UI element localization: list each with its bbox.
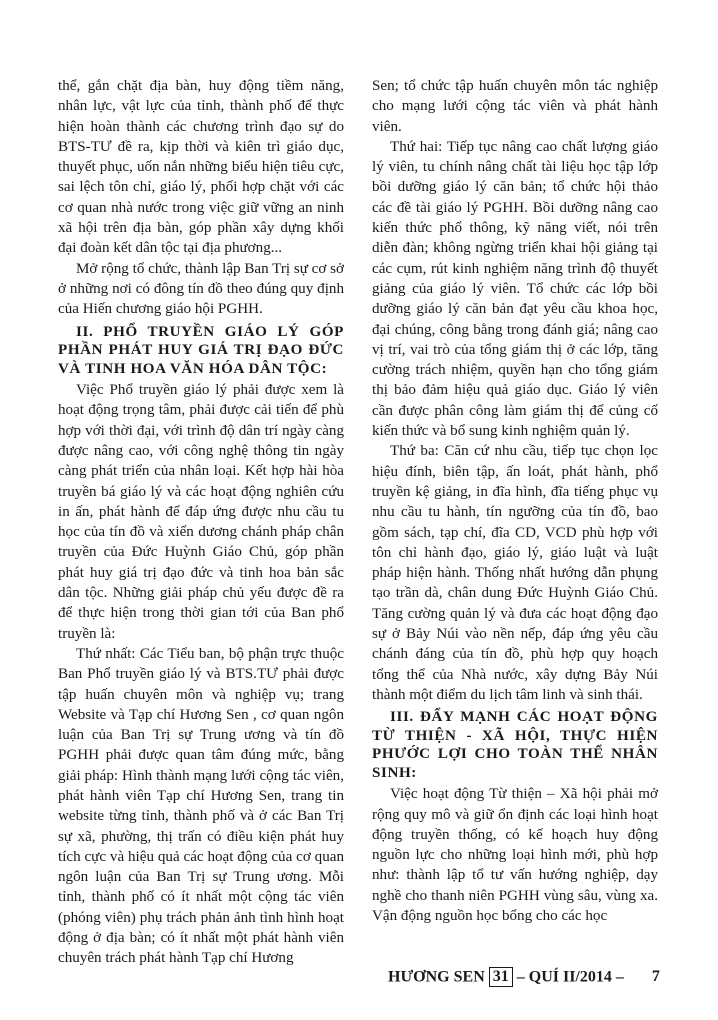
paragraph: Thứ ba: Căn cứ nhu cầu, tiếp tục chọn lọc hiệu đính, biên tập, ấn loát, phát hành, phổ truyền kệ giảng, in đĩa hình, đĩa tiếng phục vụ nhu cầu tu hành, tín ngưỡng của tín đồ, bao gồm sách, tạp chí, đĩa CD, VCD phù hợp với tôn chỉ hành đạo, giáo lý, giáo luật và luật pháp hiện hành. Thống nhất hướng dẫn phụng tạo trần dà, chân dung Đức Huỳnh Giáo Chủ. Tăng cường quản lý và đưa các hoạt động đạo sự ở Bảy Núi vào nền nếp, đáp ứng yêu cầu chánh đáng của tín đồ, phù hợp quy hoạch tổng thể của Nhà nước, xây dựng Bảy Núi thành một điểm du lịch tâm linh và sinh thái. (372, 443, 658, 703)
paragraph: Sen; tổ chức tập huấn chuyên môn tác nghiệp cho mạng lưới cộng tác viên và phát hành viên. (372, 78, 658, 135)
paragraph: Thứ nhất: Các Tiểu ban, bộ phận trực thuộc Ban Phổ truyền giáo lý và BTS.TƯ phải được tập huấn chuyên môn và nghiệp vụ; trang Website và Tạp chí Hương Sen , cơ quan ngôn luận của Ban Trị sự Trung ương và tín đồ PGHH phải được quan tâm đúng mức, bằng giải pháp: Hình thành mạng lưới cộng tác viên, phát hành viên Tạp chí Hương Sen, trang tin website từng tỉnh, thành phố và ở các Ban Trị sự xã, phường, thị trấn có điều kiện phát huy tích cực và hiệu quả các hoạt động của cơ quan ngôn luận của Ban Trị sự Trung ương. Mỗi tỉnh, thành phố có ít nhất một cộng tác viên (phóng viên) phụ trách phản ảnh tình hình hoạt động ở địa bàn; có ít nhất một phát hành viên chuyên trách phát hành Tạp chí Hương (58, 645, 344, 967)
paragraph: Việc Phổ truyền giáo lý phải được xem là hoạt động trọng tâm, phải được cải tiến để phù hợp với thời đại, với trình độ dân trí ngày càng được nâng cao, với công nghệ thông tin ngày càng phát triển của nhân loại. Kết hợp hài hòa truyền bá giáo lý và các hoạt động nghiên cứu in ấn, phát hành để đáp ứng được nhu cầu tu học của tín đồ và xiển dương chánh pháp chân truyền của Đức Huỳnh Giáo Chủ, góp phần phát huy giá trị đạo đức và tinh hoa bản sắc dân tộc. Những giải pháp chủ yếu được đề ra để thực hiện trong thời gian tới của Ban phổ truyền là: (58, 382, 344, 642)
right-column (372, 76, 658, 926)
page-number: 7 (651, 968, 660, 986)
section-heading-ii: II. PHỔ TRUYỀN GIÁO LÝ GÓP PHẦN PHÁT HUY GIÁ TRỊ ĐẠO ĐỨC VÀ TINH HOA VĂN HÓA DÂN TỘC: (58, 323, 344, 377)
magazine-name: HƯƠNG SEN (388, 968, 485, 986)
paragraph: Việc hoạt động Từ thiện – Xã hội phải mở rộng quy mô và giữ ổn định các loại hình hoạt động truyền thống, có kế hoạch huy động nguồn lực cho những loại hình mới, phù hợp như: thành lập tổ tư vấn hướng nghiệp, dạy nghề cho thanh niên PGHH vùng sâu, vùng xa. Vận động nguồn học bổng cho các học (372, 786, 658, 924)
section-heading-iii: III. ĐẨY MẠNH CÁC HOẠT ĐỘNG TỪ THIỆN - XÃ HỘI, THỰC HIỆN PHƯỚC LỢI CHO TOÀN THỂ NHÂN SINH: (372, 709, 658, 781)
left-column (58, 76, 344, 969)
paragraph: thể, gắn chặt địa bàn, huy động tiềm năng, nhân lực, vật lực của tỉnh, thành phố để thực hiện hoàn thành các chương trình đạo sự do BTS-TƯ đề ra, kịp thời và kiên trì giáo dục, thuyết phục, uốn nắn những biểu hiện tiêu cực, sai lệch tôn chỉ, giáo lý, phối hợp chặt với các cơ quan nhà nước trong việc giữ vững an ninh xã hội trên địa bàn, góp phần xây dựng khối đại đoàn kết dân tộc tại địa phương... (58, 78, 344, 257)
paragraph: Mở rộng tổ chức, thành lập Ban Trị sự cơ sở ở những nơi có đông tín đồ theo đúng quy định của Hiến chương giáo hội PGHH. (58, 260, 344, 318)
page-footer (388, 965, 678, 989)
issue-number: 31 (489, 967, 513, 987)
issue-quarter: – QUÍ II/2014 – (516, 968, 624, 986)
paragraph: Thứ hai: Tiếp tục nâng cao chất lượng giáo lý viên, tu chính nâng chất tài liệu học tập lớp bồi dưỡng giáo lý căn bản; tổ chức hội thảo các đề tài giáo lý PGHH. Bồi dưỡng nâng cao kiến thức phổ thông, kỹ năng viết, nói trên diễn đàn; không ngừng triển khai hội giảng tại các cụm, rút kinh nghiệm năng trình độ thuyết giảng của giáo lý viên. Tổ chức các lớp bồi dưỡng giáo lý căn bản đạt yêu cầu khoa học, đại chúng, công bằng trong đánh giá; nâng cao vị trí, vai trò của tổng giám thị ở các lớp, tăng cường trách nhiệm, quyền hạn cho tổng giám thị bảo đảm hiệu quả giáo dục. Giáo lý viên cần được phân công làm giám thị để củng cố kiến thức và bổ sung kinh nghiệm quản lý. (372, 138, 658, 440)
